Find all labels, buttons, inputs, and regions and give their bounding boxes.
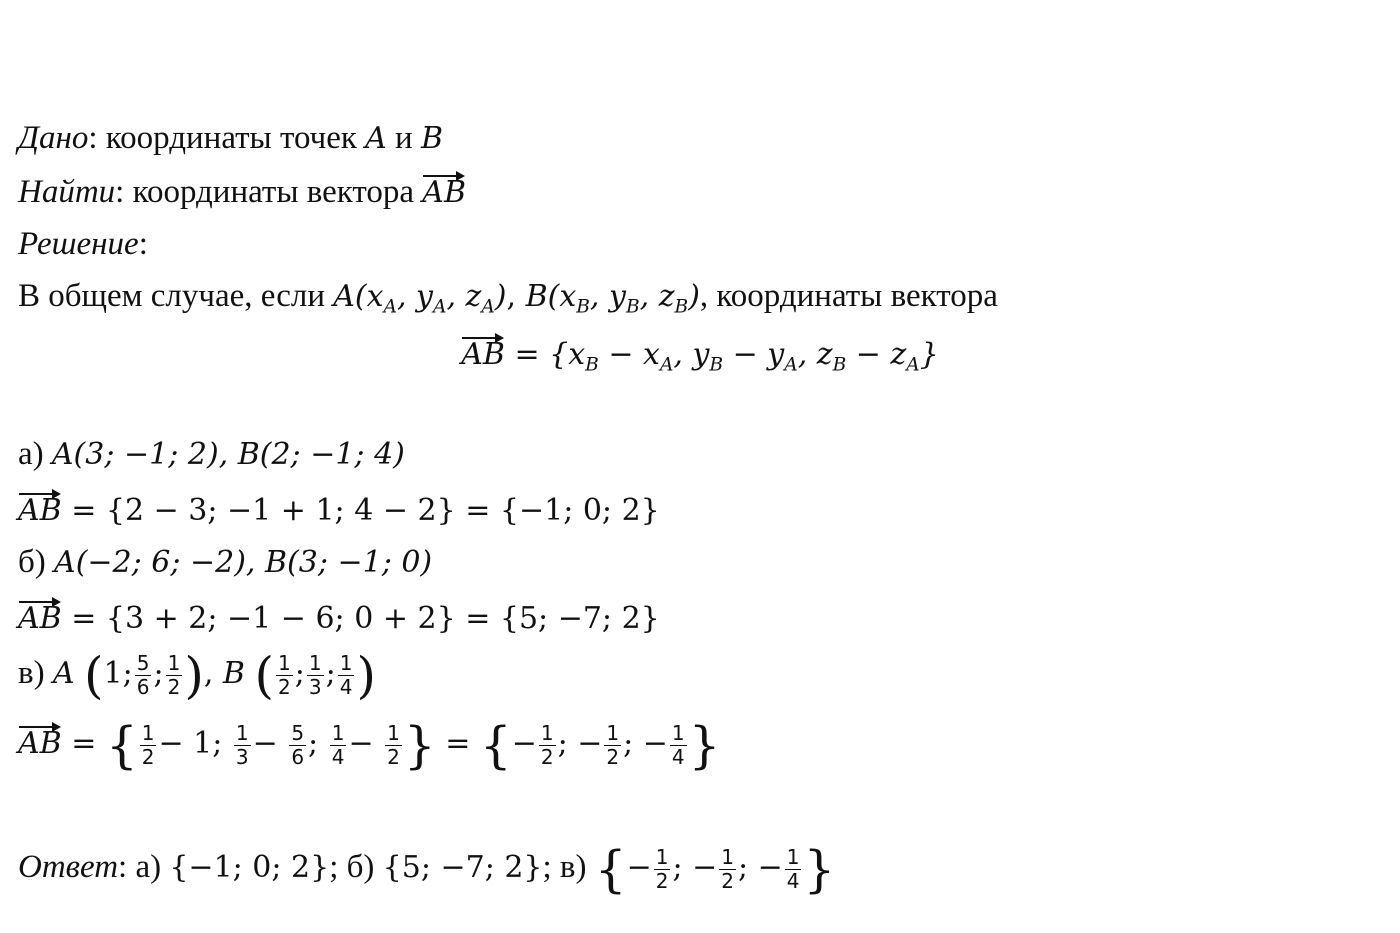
general-line: В общем случае, если $A(x_A$, $y_A$, $z_A$), $B(x_B$, $y_B$, $z_B$), координаты вектора: [18, 278, 998, 318]
find-label: Найти: [18, 174, 116, 210]
solution-label: Решение: [18, 226, 139, 262]
given-label: Дано: [18, 120, 89, 156]
part-a-points: а) A(3; −1; 2), B(2; −1; 4): [18, 436, 405, 472]
part-b-calc: AB = {3 + 2; −1 − 6; 0 + 2} = {5; −7; 2}: [18, 598, 660, 635]
find-line: Найти: координаты вектора AB: [18, 174, 466, 210]
solution-line: Решение:: [18, 226, 148, 262]
part-b-points: б) A(−2; 6; −2), B(3; −1; 0): [18, 544, 433, 580]
given-line: Дано: координаты точек A и B: [18, 120, 444, 156]
general-formula: AB = {$x_B - x_A$, $y_B - y_A$, $z_B - z_A$}: [0, 334, 1400, 371]
part-a-calc: AB = {2 − 3; −1 + 1; 4 − 2} = {−1; 0; 2}: [18, 490, 660, 527]
answer-label: Ответ: [18, 849, 119, 886]
point-a-general: $A(x_A$, $y_A$, $z_A$): [333, 279, 507, 318]
vector-ab: AB: [422, 172, 466, 208]
find-text: координаты вектора: [124, 174, 423, 210]
part-c-calc: AB = { $\frac{1}{2}$ − 1; $\frac{1}{3}$ − $\frac{5}{6}$ ; $\frac{1}{4}$ − $\frac{1}{2}$ } = {− $\frac{1}{2}$ ; − $\frac{1}{2}$ ; − $\frac{1}{4}$ }: [18, 716, 721, 775]
answer-line: Ответ: а) {−1; 0; 2}; б) {5; −7; 2}; в) {− $\frac{1}{2}$ ; − $\frac{1}{2}$ ; − $\frac{1}{4}$ }: [18, 840, 836, 899]
given-text: координаты точек: [97, 120, 366, 156]
part-c-points: в) A (1; $\frac{5}{6}$ ; $\frac{1}{2}$ ), B ( $\frac{1}{2}$ ; $\frac{1}{3}$ ; $\frac{1}{4}$ ): [18, 646, 376, 705]
point-b-general: $B(x_B$, $y_B$, $z_B$): [525, 279, 700, 318]
